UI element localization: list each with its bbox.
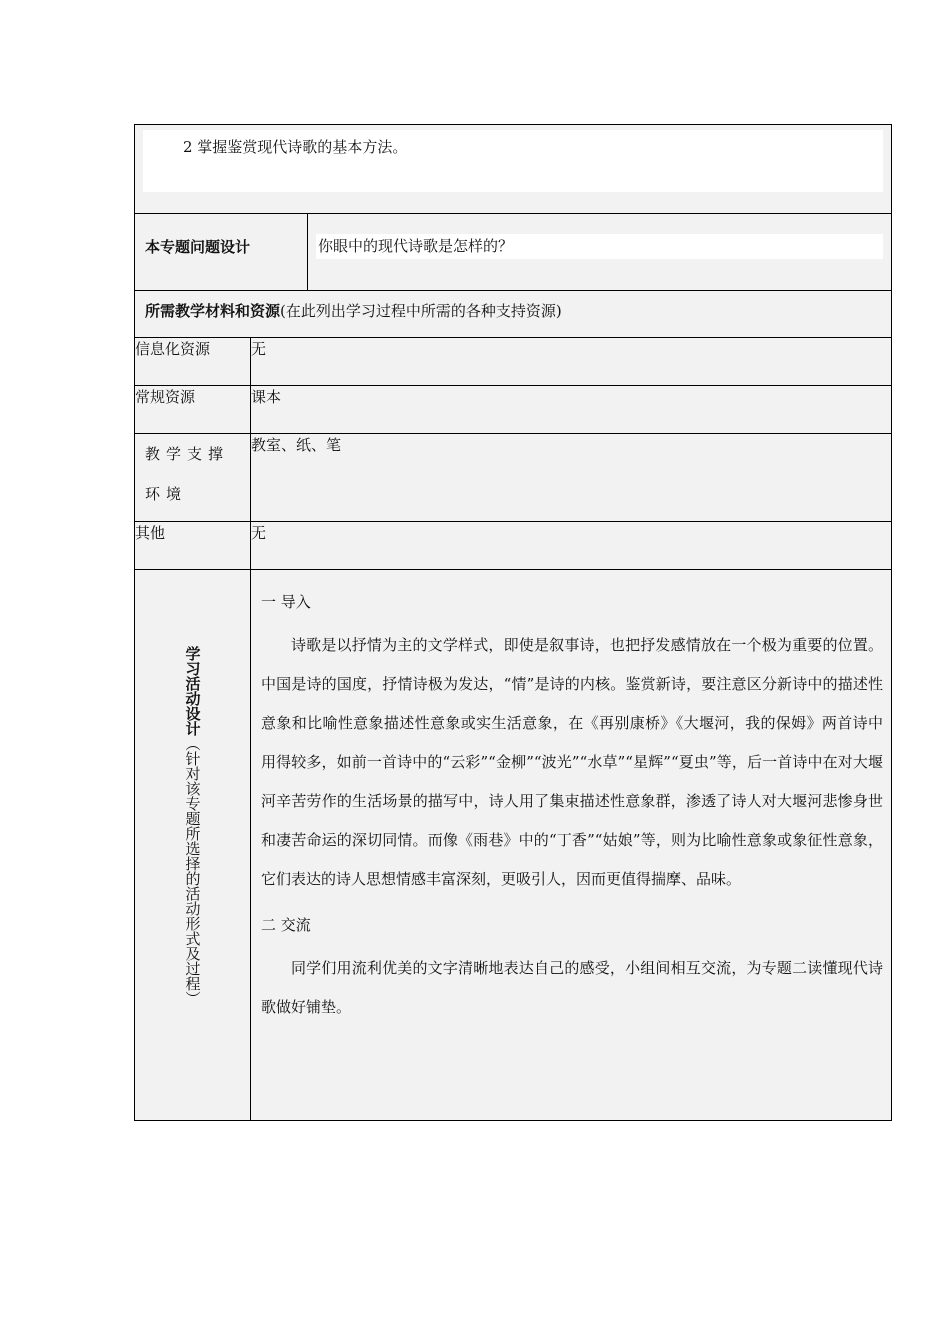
- resource-label: 教学支撑环境: [135, 434, 251, 522]
- resource-row-info: [135, 338, 892, 386]
- resource-label: 常规资源: [135, 386, 251, 434]
- question-design-label: 本专题问题设计: [145, 238, 251, 256]
- resources-heading-note: (在此列出学习过程中所需的各种支持资源): [280, 302, 562, 320]
- resource-row-regular: [135, 386, 892, 434]
- question-design-answer: 你眼中的现代诗歌是怎样的？: [316, 234, 883, 259]
- question-design-row: [135, 214, 892, 291]
- question-design-answer-cell: [308, 214, 892, 291]
- resource-row-other: [135, 522, 892, 570]
- question-design-label-cell: [135, 214, 308, 291]
- activity-content: [251, 570, 891, 1027]
- resources-heading-row: [135, 291, 892, 338]
- activity-label-note: （针对该专题所选择的活动形式及过程）: [183, 736, 202, 1006]
- resources-heading-bold: 所需教学材料和资源: [145, 302, 281, 320]
- resource-label: 其他: [135, 522, 251, 570]
- objective-text: 2 掌握鉴赏现代诗歌的基本方法。: [143, 130, 883, 192]
- section-title-intro: 一 导入: [261, 593, 311, 611]
- resource-value: 无: [251, 522, 892, 570]
- resource-row-environment: [135, 434, 892, 522]
- activity-label: [184, 646, 202, 1006]
- resource-value: 课本: [251, 386, 892, 434]
- resources-heading-cell: [135, 291, 892, 338]
- activity-content-cell: [251, 570, 892, 1121]
- objectives-cell: [135, 125, 892, 214]
- activity-label-cell: [135, 570, 251, 1121]
- section-body-intro: 诗歌是以抒情为主的文学样式，即使是叙事诗，也把抒发感情放在一个极为重要的位置。中国是诗的国度，抒情诗极为发达，“情”是诗的内核。鉴赏新诗，要注意区分新诗中的描述性意象和比喻性意象描述性意象或实生活意象，在《再别康桥》《大堰河，我的保姆》两首诗中用得较多，如前一首诗中的“云彩”“金柳”“波光”“水草”“星辉”“夏虫”等，后一首诗中在对大堰河辛苦劳作的生活场景的描写中，诗人用了集束描述性意象群，渗透了诗人对大堰河悲惨身世和凄苦命运的深切同情。而像《雨巷》中的“丁香”“姑娘”等，则为比喻性意象或象征性意象，它们表达的诗人思想情感丰富深刻，更吸引人，因而更值得揣摩、品味。: [261, 636, 884, 888]
- section-body-exchange: 同学们用流利优美的文字清晰地表达自己的感受，小组间相互交流，为专题二读懂现代诗歌做好铺垫。: [261, 959, 884, 1016]
- objectives-row: [135, 125, 892, 214]
- resources-heading: [135, 291, 891, 321]
- resource-label: 信息化资源: [135, 338, 251, 386]
- resource-value: 无: [251, 338, 892, 386]
- section-title-exchange: 二 交流: [261, 916, 311, 934]
- activity-row: [135, 570, 892, 1121]
- activity-label-bold: 学习活动设计: [183, 646, 202, 736]
- resource-value: 教室、纸、笔: [251, 434, 892, 522]
- lesson-plan-table: [134, 124, 892, 1121]
